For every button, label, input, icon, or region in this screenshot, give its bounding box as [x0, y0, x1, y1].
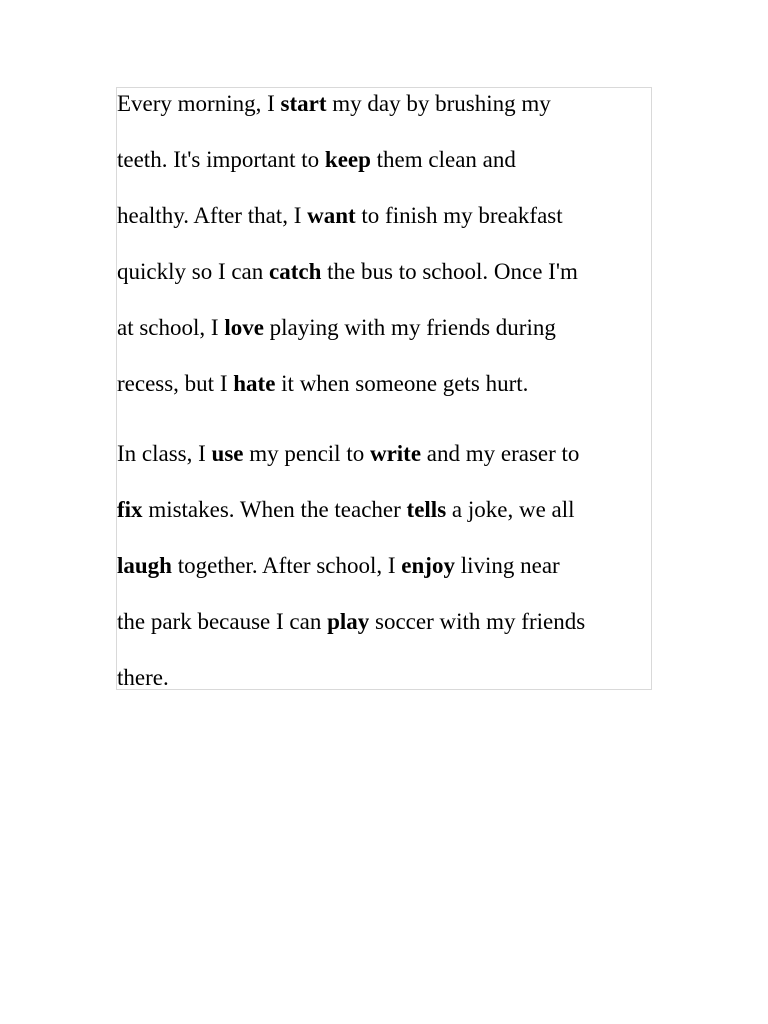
bold-verb: write [369, 441, 422, 466]
bold-verb: want [307, 203, 356, 228]
bold-verb: laugh [117, 553, 172, 578]
paragraph-line: healthy. After that, I want to finish my breakfast [117, 203, 563, 228]
paragraph-line: In class, I use my pencil to write and my eraser to [117, 441, 580, 466]
bold-verb: keep [324, 147, 371, 172]
bold-verb: start [280, 91, 327, 116]
paragraph-2 [117, 426, 585, 706]
bold-verb: love [224, 315, 264, 340]
bold-verb: hate [233, 371, 276, 396]
bold-verb: enjoy [401, 553, 455, 578]
paragraph-line: teeth. It's important to keep them clean and [117, 147, 516, 172]
bold-verb: use [211, 441, 244, 466]
paragraph-line: Every morning, I start my day by brushing my [117, 91, 551, 116]
paragraph-line: recess, but I hate it when someone gets hurt. [117, 371, 529, 396]
bold-verb: fix [117, 497, 143, 522]
paragraph-line: the park because I can play soccer with my friends [117, 609, 586, 634]
bold-verb: catch [269, 259, 322, 284]
bold-verb: play [327, 609, 370, 634]
paragraph-line: fix mistakes. When the teacher tells a joke, we all [117, 497, 575, 522]
bold-verb: tells [406, 497, 447, 522]
paragraph-1 [117, 76, 578, 412]
paragraph-line: at school, I love playing with my friends during [117, 315, 556, 340]
text-box [116, 87, 652, 690]
paragraph-line: there. [117, 665, 169, 690]
paragraph-line: laugh together. After school, I enjoy living near [117, 553, 560, 578]
paragraph-line: quickly so I can catch the bus to school. Once I'm [117, 259, 578, 284]
